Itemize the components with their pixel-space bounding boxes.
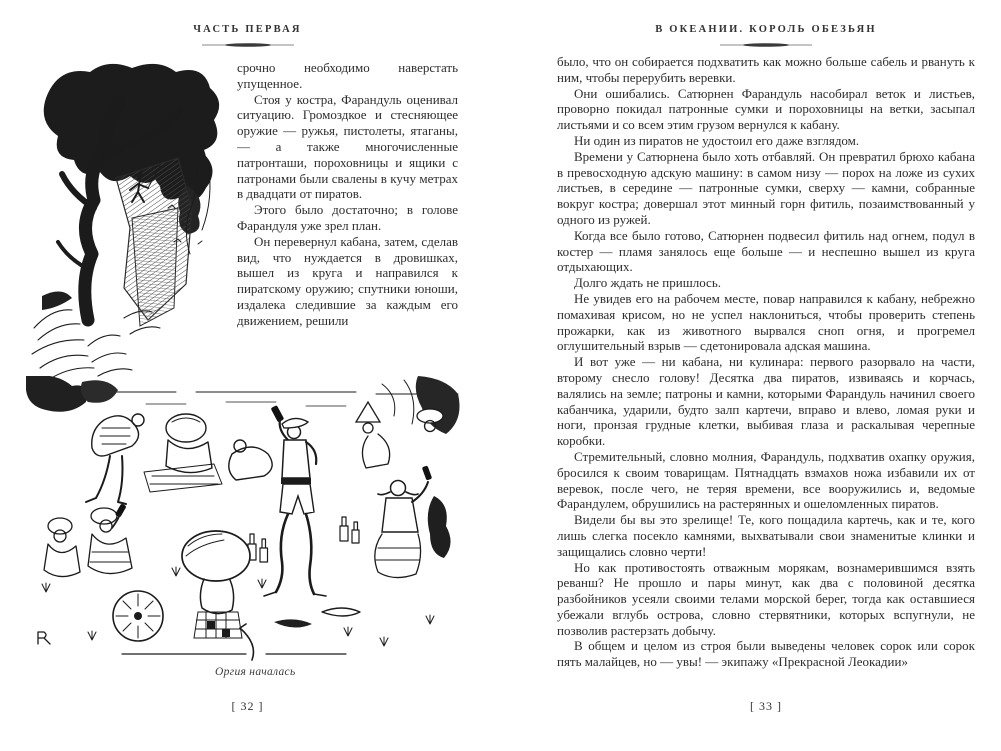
paragraph: Стремительный, словно молния, Фарандуль, подхватив охапку оружия, бросился к своим товарищам. Пятнадцать взмахов ножа избавили их от веревок, после чего, не теряя времени, все вооружились и, ведомые Фарандулем, обрушились на растерянных и ошеломленных пиратов. bbox=[557, 448, 975, 512]
right-page bbox=[557, 0, 975, 751]
page-number-right: [ 33 ] bbox=[750, 699, 782, 713]
left-page bbox=[30, 0, 465, 751]
right-page-text bbox=[557, 54, 975, 694]
illustration-pirate-feast bbox=[26, 376, 464, 664]
left-page-text bbox=[237, 60, 458, 352]
paragraph: Они ошибались. Сатюрнен Фарандуль насобирал веток и листьев, проворно покидал патронные сумки и пороховницы на ветки, засыпал листьями и со всем этим грузом вернулся к кабану. bbox=[557, 85, 975, 133]
paragraph: Времени у Сатюрнена было хоть отбавляй. Он превратил брюхо кабана в превосходную адскую машину: в самом низу — порох на ложе из сухих листьев, в середине — патронные сумки, сверху — камни, собранные вокруг костра; довершал этот минный горн фитиль, позаимствованный у одного из ружей. bbox=[557, 148, 975, 227]
illustration-caption: Оргия началась bbox=[215, 666, 296, 678]
illustration-jungle-tree bbox=[28, 58, 236, 384]
paragraph: Но как противостоять отважным морякам, вознамерившимся взять реванш? Не прошло и пары минут, как два с половиной десятка разбойников усеяли своими телами морской берег, тогда как оставшиеся убежали вглубь острова, словно стервятники, которых вспугнули, не позволив растерзать добычу. bbox=[557, 559, 975, 638]
running-head-right: В ОКЕАНИИ. КОРОЛЬ ОБЕЗЬЯН bbox=[655, 24, 877, 35]
paragraph: было, что он собирается подхватить как можно больше сабель и рвануть к ним, чтобы перерубить веревки. bbox=[557, 54, 975, 85]
paragraph: Не увидев его на рабочем месте, повар направился к кабану, небрежно помахивая крисом, но не успел наклониться, чтобы проверить степень прожарки, как из животного вырвался сноп огня, и прогремел оглушительный взрыв — сдетонировала адская машина. bbox=[557, 290, 975, 354]
page-number-left: [ 32 ] bbox=[231, 699, 264, 713]
paragraph: Он перевернул кабана, затем, сделав вид, что нуждается в дровишках, вышел из круга и направился к пиратскому оружию; спутники юноши, издалека следившие за каждым его движением, решили bbox=[237, 233, 458, 328]
paragraph: срочно необходимо наверстать упущенное. bbox=[237, 60, 458, 91]
paragraph: Когда все было готово, Сатюрнен подвесил фитиль над огнем, подул в костер — пламя занялось еще больше — и неспешно вышел из круга отдыхающих. bbox=[557, 227, 975, 275]
paragraph: И вот уже — ни кабана, ни кулинара: первого разорвало на части, второму снесло голову! Десятка два пиратов, извиваясь и корчась, валялись на земле; патроны и камни, которыми Фарандуль начинил своего кабанчика, ударили, будто залп картечи, вправо и влево, ломая руки и ноги, пронзая грудные клетки, выбивая глаза и раскалывая черепные коробки. bbox=[557, 354, 975, 449]
header-rule bbox=[202, 42, 294, 48]
paragraph: Стоя у костра, Фарандуль оценивал ситуацию. Громоздкое и стесняющее оружие — ружья, пистолеты, ятаганы, — а также многочисленные патронташи, пороховницы и ящики с патронами были свалены в кучу метрах в двадцати от пиратов. bbox=[237, 91, 458, 202]
paragraph: В общем и целом из строя были выведены человек сорок или сорок пять малайцев, но — увы! — экипажу «Прекрасной Леокадии» bbox=[557, 638, 975, 670]
paragraph: Ни один из пиратов не удостоил его даже взглядом. bbox=[574, 132, 860, 148]
header-rule bbox=[720, 42, 812, 48]
running-head-left: ЧАСТЬ ПЕРВАЯ bbox=[193, 24, 302, 35]
paragraph: Видели бы вы это зрелище! Те, кого пощадила картечь, как и те, кого лишь слегка посекло камнями, выхватывали свои знаменитые клинки и защищались словно черти! bbox=[557, 512, 975, 559]
paragraph: Этого было достаточно; в голове Фарандуля уже зрел план. bbox=[237, 202, 458, 233]
paragraph: Долго ждать не пришлось. bbox=[574, 275, 721, 291]
